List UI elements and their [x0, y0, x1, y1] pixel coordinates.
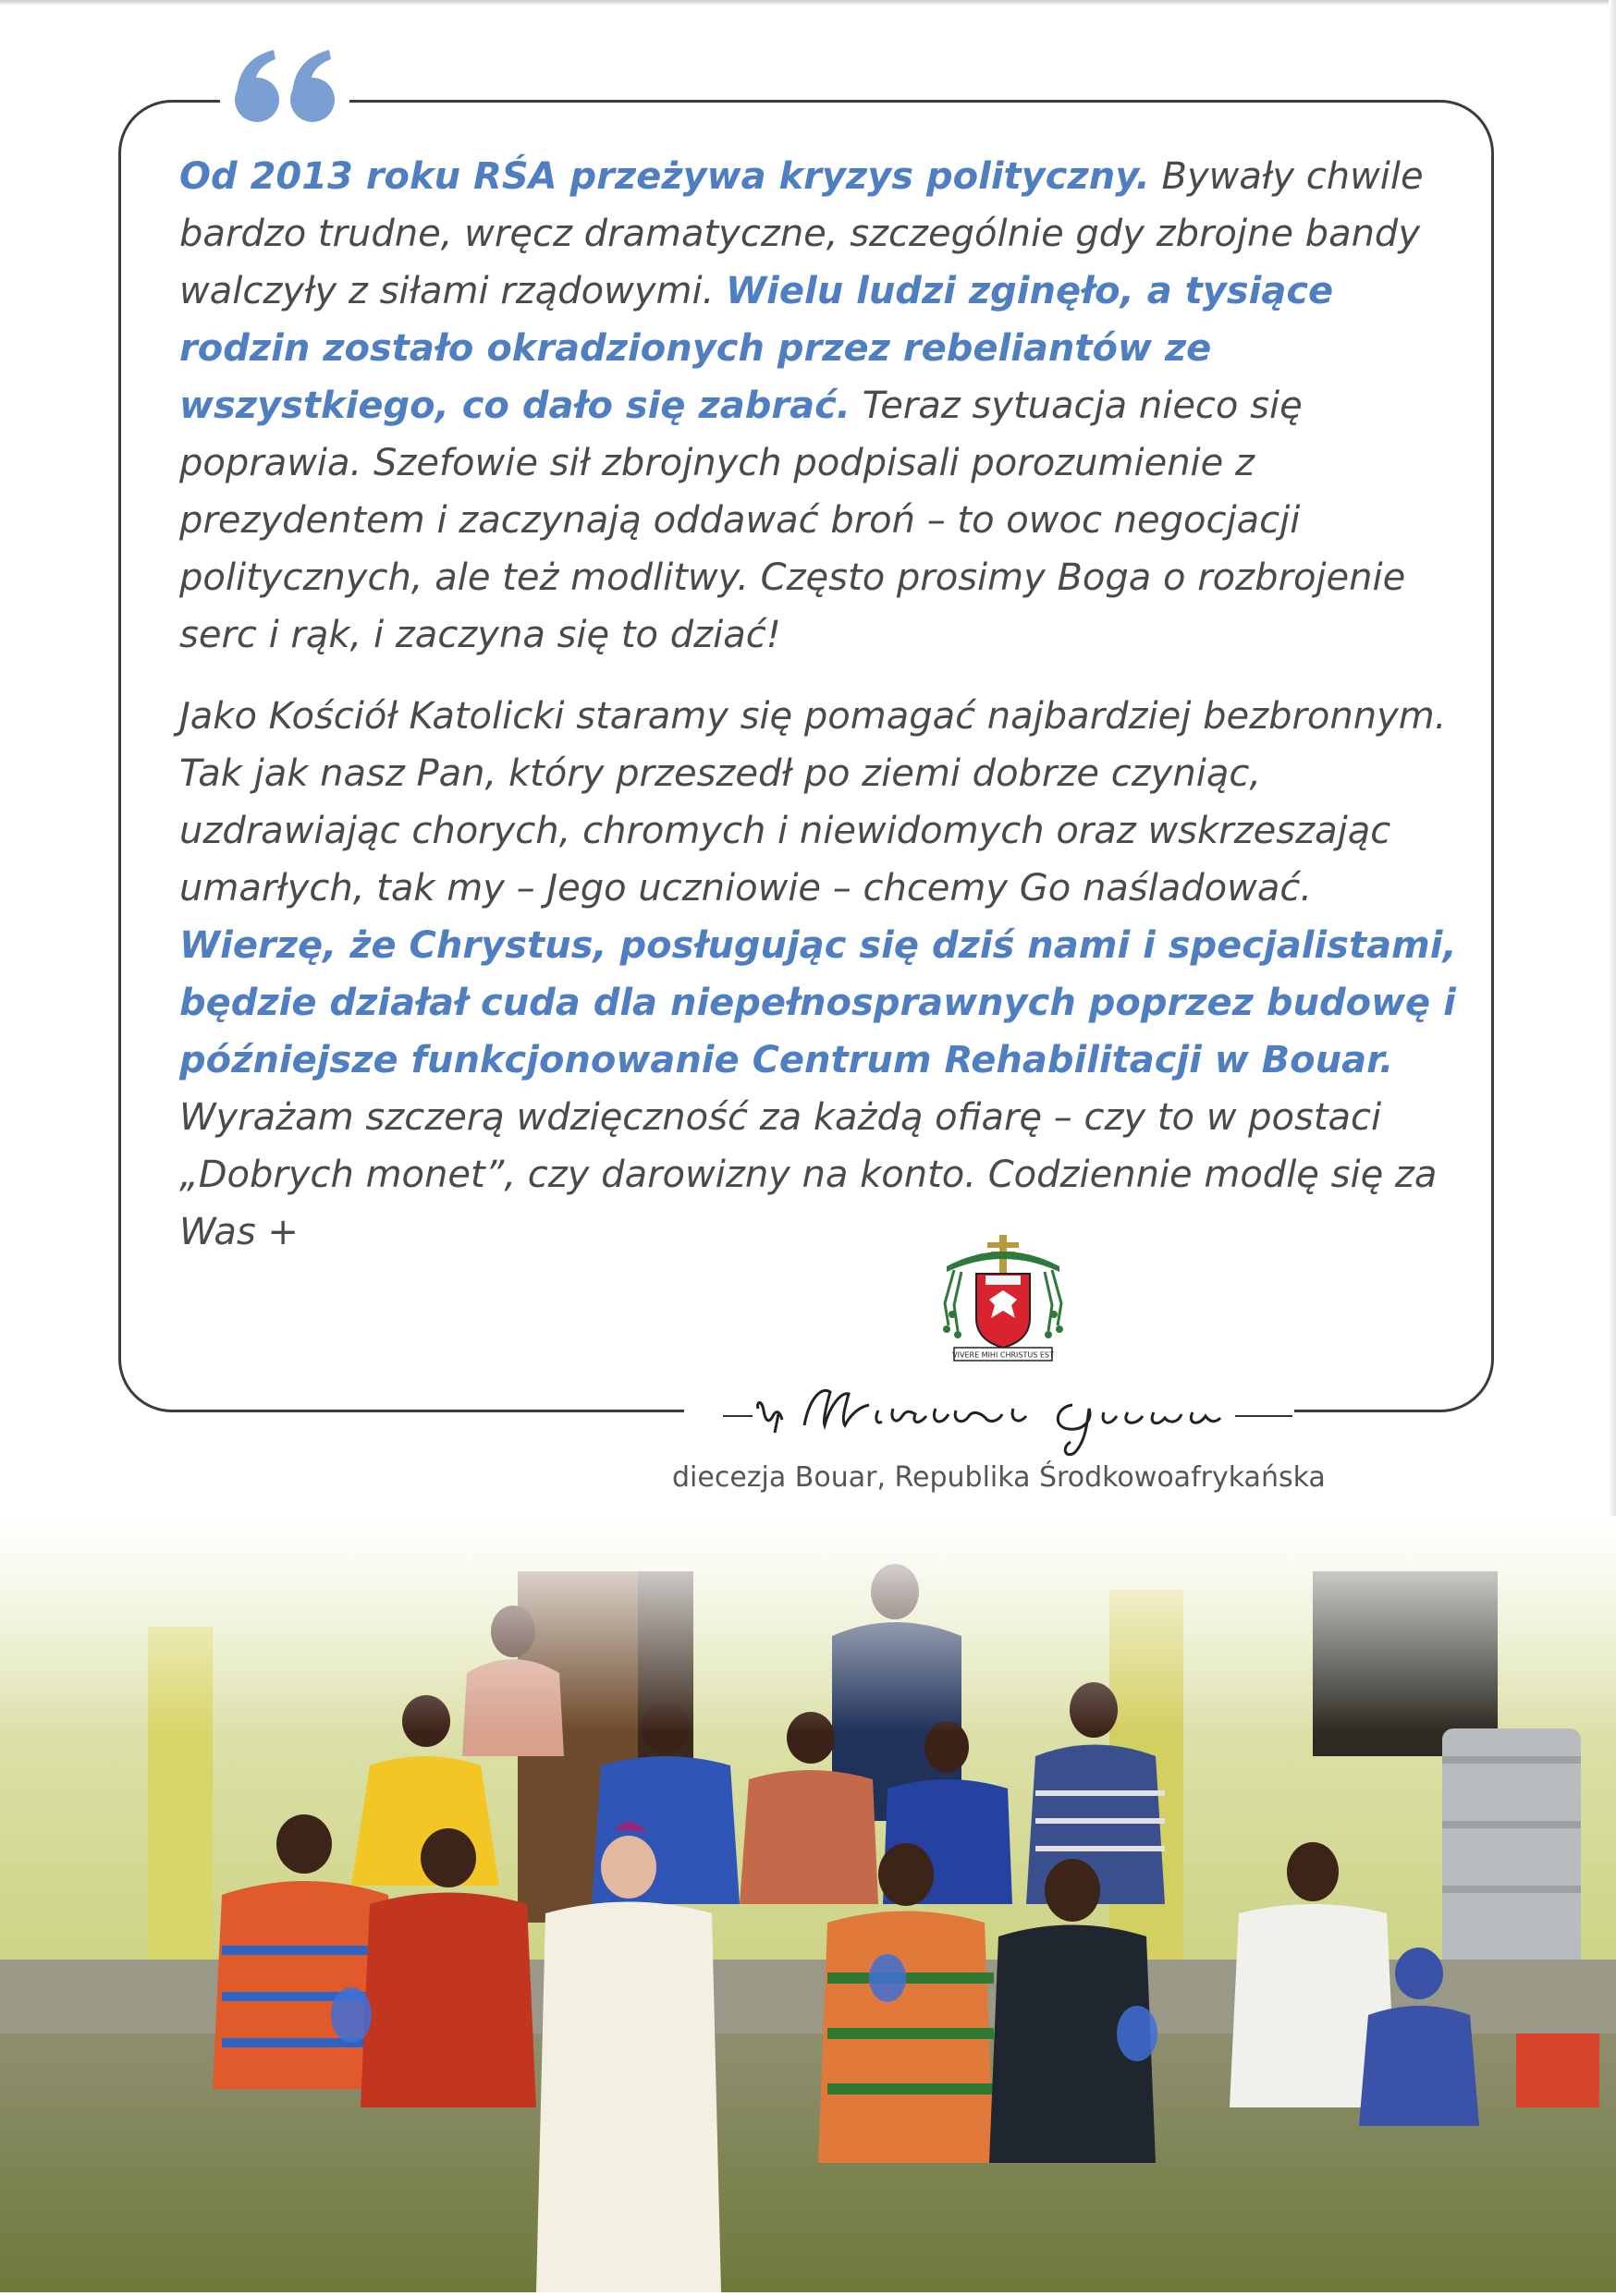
text-run: Od 2013 roku RŚA przeżywa kryzys polityczny.: [179, 155, 1150, 198]
handwritten-signature: [721, 1368, 1294, 1460]
quote-mark-icon: [220, 28, 349, 139]
group-photo: [0, 1516, 1616, 2292]
text-run: Bywały chwile bardzo trudne, wręcz dramatyczne, szczególnie gdy zbrojne bandy walczyły z siłami rządowymi.: [179, 155, 1424, 312]
episcopal-coat-of-arms: [934, 1229, 1072, 1368]
text-run: Wyrażam szczerą wdzięczność za każdą ofiarę – czy to w postaci „Dobrych monet”, czy darowizny na konto. Codziennie modlę się za Was +: [179, 1096, 1438, 1253]
author-location: diecezja Bouar, Republika Środkowoafrykańska: [672, 1461, 1326, 1494]
crest-motto: VIVERE MIHI CHRISTUS EST: [952, 1350, 1054, 1360]
text-run: Wierzę, że Chrystus, posługując się dziś nami i specjalistami, będzie działał cuda dla niepełnosprawnych poprzez budowę i późniejsze funkcjonowanie Centrum Rehabilitacji w Bouar.: [179, 924, 1457, 1081]
text-run: Teraz sytuacja nieco się poprawia. Szefowie sił zbrojnych podpisali porozumienie z prezydentem i zaczynają oddawać broń – to owoc negocjacji politycznych, ale też modlitwy. Często prosimy Boga o rozbrojenie serc i rąk, i zaczyna się to dziać!: [179, 385, 1406, 656]
quote-text: [179, 148, 1474, 1261]
quote-paragraph-2: [179, 688, 1474, 1261]
text-run: Jako Kościół Katolicki staramy się pomagać najbardziej bezbronnym. Tak jak nasz Pan, który przeszedł po ziemi dobrze czyniąc, uzdrawiając chorych, chromych i niewidomych oraz wskrzeszając umarłych, tak my – Jego uczniowie – chcemy Go naśladować.: [179, 695, 1447, 910]
text-run: Wielu ludzi zginęło, a tysiące rodzin zostało okradzionych przez rebeliantów ze wszystkiego, co dało się zabrać.: [179, 270, 1334, 427]
page-top-edge: [0, 0, 1616, 6]
quote-paragraph-1: [179, 148, 1474, 664]
